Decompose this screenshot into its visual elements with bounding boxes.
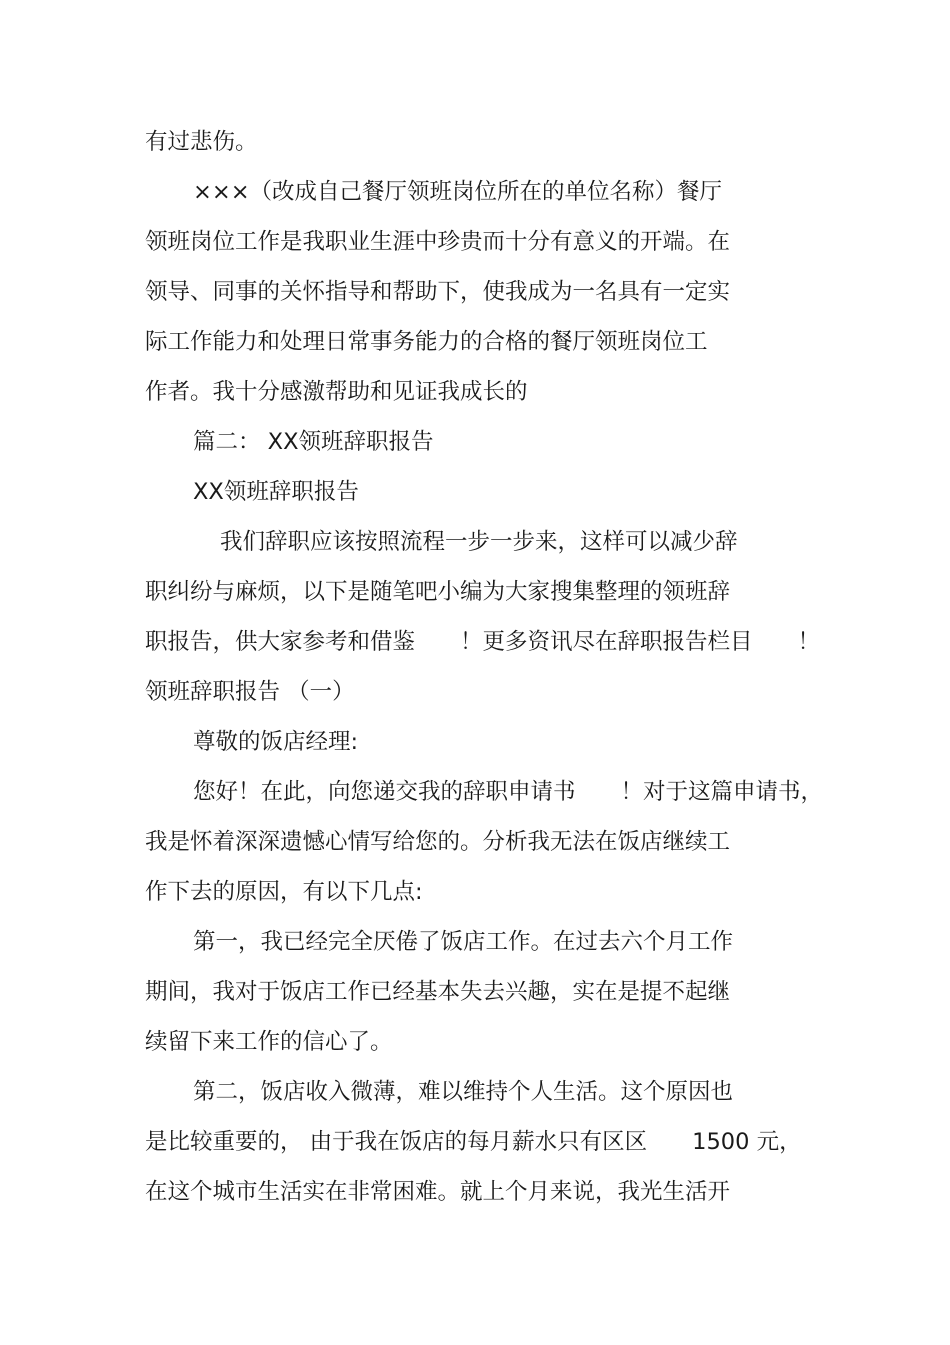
paragraph-line: 职报告，供大家参考和借鉴 ！更多资讯尽在辞职报告栏目 ！ <box>145 629 821 655</box>
paragraph-line: 续留下来工作的信心了。 <box>145 1029 393 1055</box>
paragraph-line: 作下去的原因，有以下几点: <box>145 879 423 905</box>
paragraph-line: 在这个城市生活实在非常困难。就上个月来说，我光生活开 <box>145 1179 731 1205</box>
paragraph-line: 您好！在此，向您递交我的辞职申请书 ！对于这篇申请书， <box>193 779 824 805</box>
paragraph-line: ×××（改成自己餐厅领班岗位所在的单位名称）餐厅 <box>193 179 723 205</box>
section-heading: 篇二： XX领班辞职报告 <box>193 429 434 455</box>
paragraph-line: 期间，我对于饭店工作已经基本失去兴趣，实在是提不起继 <box>145 979 731 1005</box>
salutation: 尊敬的饭店经理: <box>193 729 359 755</box>
paragraph-line: 我是怀着深深遗憾心情写给您的。分析我无法在饭店继续工 <box>145 829 731 855</box>
paragraph-line: 领班岗位工作是我职业生涯中珍贵而十分有意义的开端。在 <box>145 229 731 255</box>
paragraph-line: 作者。我十分感激帮助和见证我成长的 <box>145 379 528 405</box>
paragraph-line: 领导、同事的关怀指导和帮助下，使我成为一名具有一定实 <box>145 279 731 305</box>
paragraph-line: 是比较重要的， 由于我在饭店的每月薪水只有区区 1500 元， <box>145 1129 802 1155</box>
paragraph-line: 第二，饭店收入微薄，难以维持个人生活。这个原因也 <box>193 1079 734 1105</box>
subsection-heading: 领班辞职报告 （一） <box>145 679 355 705</box>
paragraph-line: 职纠纷与麻烦，以下是随笔吧小编为大家搜集整理的领班辞 <box>145 579 731 605</box>
paragraph-line: 第一，我已经完全厌倦了饭店工作。在过去六个月工作 <box>193 929 734 955</box>
paragraph-line: 际工作能力和处理日常事务能力的合格的餐厅领班岗位工 <box>145 329 708 355</box>
paragraph-line: 我们辞职应该按照流程一步一步来，这样可以减少辞 <box>220 529 738 555</box>
document-title: XX领班辞职报告 <box>193 479 359 505</box>
paragraph-line: 有过悲伤。 <box>145 129 258 155</box>
